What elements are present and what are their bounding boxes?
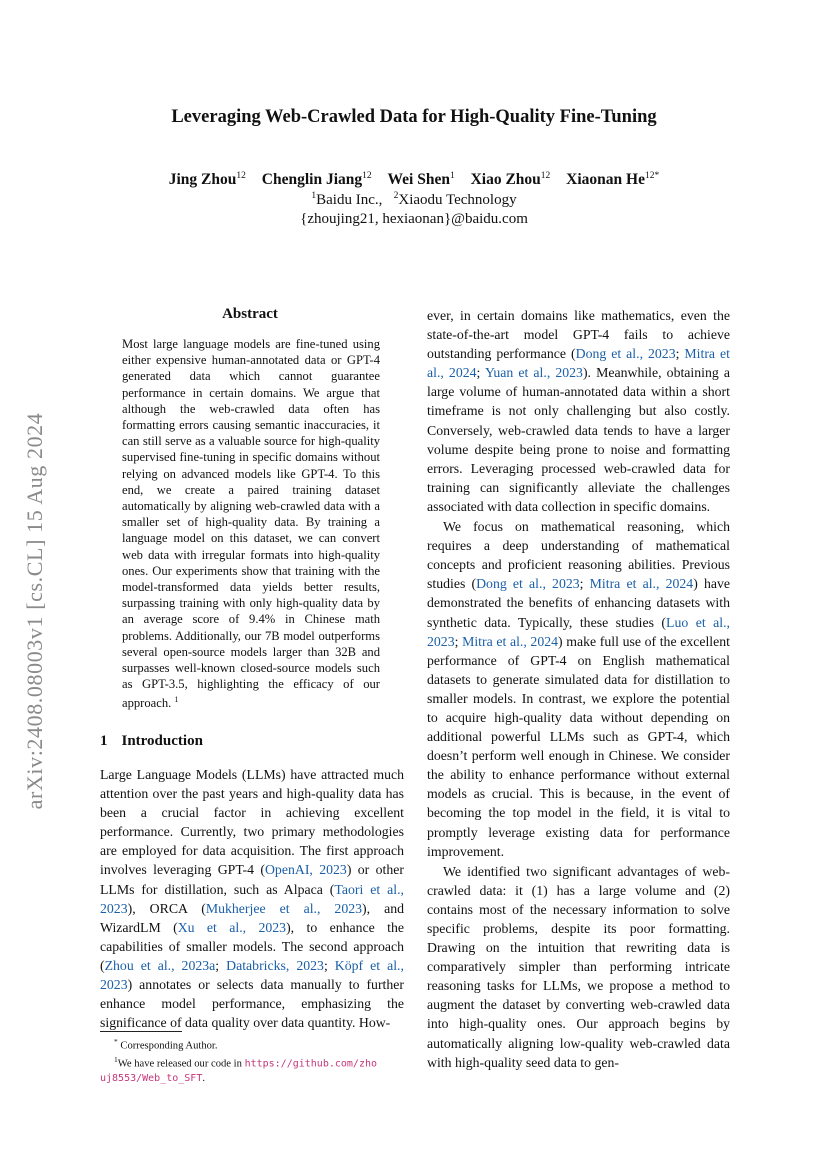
- author: Xiao Zhou$^{12}$: [470, 171, 551, 189]
- code-link[interactable]: https://github.com/zho: [244, 1058, 378, 1070]
- body-text: ) annotates or selects data manually to further enhance model performance, emphasizing the significance of data quality over data quantity. How-: [100, 977, 404, 1031]
- body-text: ;: [215, 957, 227, 973]
- body-text: ;: [454, 633, 463, 649]
- paper-title: Leveraging Web-Crawled Data for High-Quality Fine-Tuning: [171, 107, 657, 127]
- author-emails: {zhoujing21, hexiaonan}@baidu.com: [300, 211, 528, 227]
- affiliations: $^1$Baidu Inc., $^2$Xiaodu Technology: [311, 191, 517, 208]
- abstract-text: Most large language models are fine-tuned using either expensive human-annotated data or GPT-4 generated data which cannot guarantee performance in certain domains. We argue that although the web-crawled data often has formatting errors causing semantic inaccuracies, it can still serve as a valuable source for high-quality supervised fine-tuning in specific domains without relying on advanced models like GPT-4. To this end, we create a paired training dataset automatically by aligning web-crawled data with a smaller set of high-quality data. By training a language model on this dataset, we can convert web data with irregular formats into high-quality ones. Our experiments show that training with the model-transformed data yields better results, surpassing training with only high-quality data by an average score of 9.4% in Chinese math problems. Additionally, our 7B model outperforms several open-source models larger than 32B and surpasses well-known closed-source models such as GPT-3.5, highlighting the efficacy of our approach. $^1$: [122, 337, 380, 711]
- footnotes: [100, 1035, 405, 1085]
- citation-link[interactable]: Mitra et al., 2024: [462, 633, 559, 649]
- intro-paragraph: [427, 862, 730, 1072]
- body-text: ), to enhance the capabilities of smaller models. The second approach (: [100, 919, 404, 973]
- author: Jing Zhou$^{12}$: [168, 171, 246, 189]
- body-text: ever, in certain domains like mathematics, even the state-of-the-art model GPT-4 fails to achieve outstanding performance (: [427, 308, 730, 362]
- intro-paragraph: [427, 517, 730, 861]
- body-text: ) or other LLMs for distillation, such as Alpaca (: [100, 862, 404, 897]
- body-text: We identified two significant advantages of web-crawled data: it (1) has a large volume and (2) contains most of the necessary information to solve specific problems, despite its poor formatting. Drawing on the intuition that rewriting data is comparatively simpler than performing intricate reasoning tasks for LLMs, we propose a method to augment the dataset by converting web-crawled data into high-quality ones. Our approach begins by automatically aligning low-quality web-crawled data with high-quality seed data to gen-: [427, 863, 730, 1070]
- citation-link[interactable]: Yuan et al., 2023: [484, 365, 583, 381]
- body-text: ;: [675, 346, 685, 362]
- citation-link[interactable]: Mitra et al., 2024: [427, 346, 730, 381]
- intro-paragraph-left: [100, 765, 404, 1032]
- body-text: We focus on mathematical reasoning, which requires a deep understanding of mathematical concepts and proficient reasoning abilities. Previous studies (: [427, 519, 730, 592]
- body-text: ;: [476, 365, 485, 381]
- body-text: ;: [579, 576, 590, 592]
- citation-link[interactable]: Xu et al., 2023: [177, 919, 287, 935]
- body-text: ), and WizardLM (: [100, 900, 405, 935]
- body-text: ), ORCA (: [127, 900, 206, 916]
- body-text: Large Language Models (LLMs) have attracted much attention over the past years and high-quality data has been a crucial factor in achieving excellent performance. Currently, two primary methodologies are employed for data acquisition. The first approach involves leveraging GPT-4 (: [100, 767, 404, 878]
- citation-link[interactable]: Zhou et al., 2023a: [104, 957, 216, 973]
- citation-link[interactable]: OpenAI, 2023: [264, 862, 347, 878]
- author: Wei Shen$^1$: [387, 171, 455, 189]
- citation-link[interactable]: Databricks, 2023: [226, 957, 324, 973]
- citation-link[interactable]: Dong et al., 2023: [575, 346, 676, 362]
- author-list: [0, 171, 828, 189]
- body-text: ). Meanwhile, obtaining a large volume of human-annotated data within a short timeframe is not only challenging but also costly. Conversely, web-crawled data tends to have a larger volume despite being prone to noise and formatting errors. Leveraging processed web-crawled data for training can significantly alleviate the challenges associated with data collection in specific domains.: [427, 365, 730, 514]
- body-text: ) have demonstrated the benefits of enhancing datasets with synthetic data. Typically, these studies (: [427, 576, 731, 630]
- citation-link[interactable]: Köpf et al., 2023: [100, 957, 404, 993]
- footnote-rule: [100, 1031, 182, 1032]
- arxiv-identifier: arXiv:2408.08003v1 [cs.CL] 15 Aug 2024: [22, 412, 47, 810]
- citation-link[interactable]: Mukherjee et al., 2023: [205, 900, 363, 916]
- citation-link[interactable]: Taori et al., 2023: [100, 881, 404, 916]
- citation-link[interactable]: Mitra et al., 2024: [589, 576, 694, 592]
- footnote-code: $^1$We have released our code in https://github.com/zho uj8553/Web_to_SFT.: [100, 1055, 378, 1084]
- section-heading-introduction: 1 Introduction: [100, 733, 203, 749]
- code-link[interactable]: uj8553/Web_to_SFT: [100, 1072, 203, 1084]
- body-text: ) make full use of the excellent performance of GPT-4 on English mathematical datasets to generate simulated data for distillation to smaller models. In contrast, we explore the potential to acquire high-quality data without depending on additional powerful LLMs such as GPT-4, which doesn’t perform well enough in Chinese. We consider the ability to enhance performance without external models as crucial. This is because, in the event of becoming the top model in the field, it is vital to promptly leverage existing data for performance improvement.: [427, 633, 730, 859]
- footnote-corresponding: * Corresponding Author.: [114, 1037, 218, 1052]
- abstract-heading: Abstract: [222, 306, 278, 322]
- right-column-text: [427, 306, 730, 1072]
- intro-paragraph-continued: [427, 306, 730, 516]
- citation-link[interactable]: Luo et al., 2023: [427, 614, 731, 649]
- body-text: ;: [323, 957, 335, 973]
- citation-link[interactable]: Dong et al., 2023: [476, 576, 580, 592]
- author: Chenglin Jiang$^{12}$: [261, 171, 372, 189]
- author: Xiaonan $He^{12*}$: [566, 171, 660, 189]
